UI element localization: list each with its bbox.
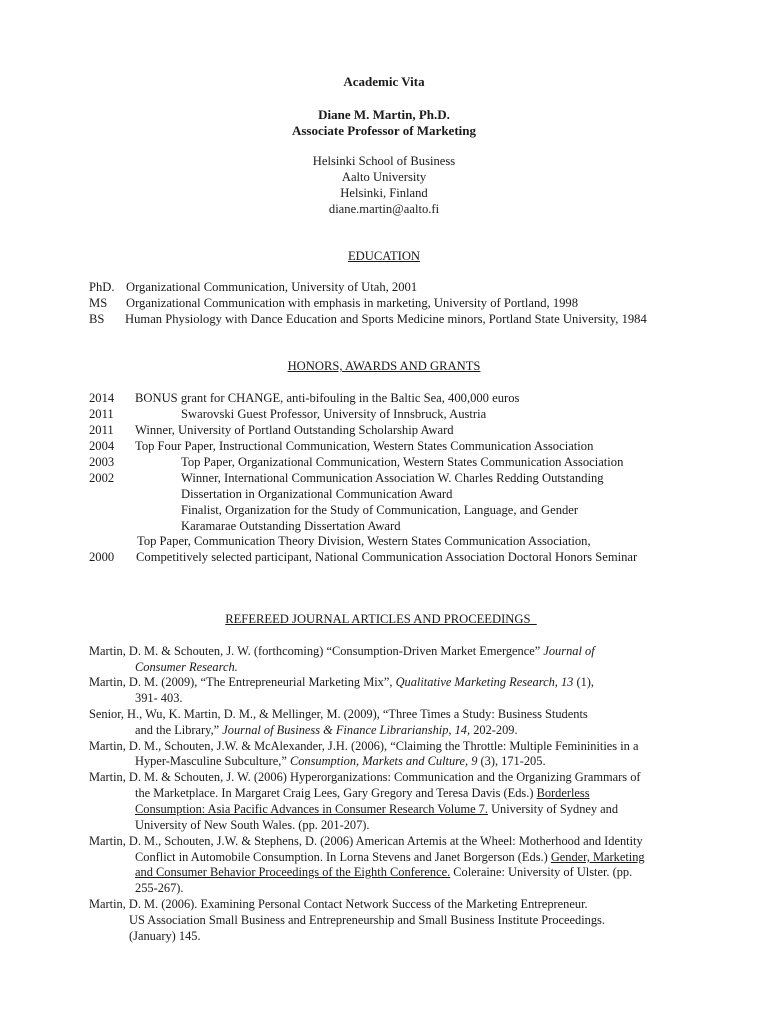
honor-item: Winner, International Communication Association W. Charles Redding Outstanding	[181, 471, 604, 485]
honor-item: Top Paper, Communication Theory Division, Western States Communication Association,	[137, 534, 591, 548]
publication-entry-cont: the Marketplace. In Margaret Craig Lees, Gary Gregory and Teresa Davis (Eds.) Borderless	[135, 786, 590, 800]
refereed-heading: REFEREED JOURNAL ARTICLES AND PROCEEDINGS	[225, 612, 531, 626]
honor-item: Finalist, Organization for the Study of Communication, Language, and Gender	[181, 503, 579, 517]
honor-item: Top Paper, Organizational Communication, Western States Communication Association	[181, 455, 624, 469]
education-degree: BS	[89, 312, 105, 326]
honor-item: Top Four Paper, Instructional Communication, Western States Communication Association	[135, 439, 594, 453]
honor-item: Competitively selected participant, National Communication Association Doctoral Honors Seminar	[136, 550, 638, 564]
publication-entry-cont: and the Library,” Journal of Business & Finance Librarianship, 14, 202-209.	[135, 723, 518, 737]
publication-entry: Martin, D. M. & Schouten, J. W. (2006) Hyperorganizations: Communication and the Organizing Grammars of	[89, 770, 641, 784]
honor-item: Karamarae Outstanding Dissertation Award	[181, 519, 401, 533]
publication-entry-cont: Hyper-Masculine Subculture,” Consumption, Markets and Culture, 9 (3), 171-205.	[135, 754, 546, 768]
publication-entry-cont: 391- 403.	[135, 691, 183, 705]
publication-entry: Martin, D. M. (2006). Examining Personal Contact Network Success of the Marketing Entrepreneur.	[89, 897, 588, 911]
honor-year: 2011	[89, 423, 114, 437]
honor-item: Swarovski Guest Professor, University of Innsbruck, Austria	[181, 407, 487, 421]
document-title: Academic Vita	[343, 74, 425, 89]
publication-entry: Martin, D. M. (2009), “The Entrepreneurial Marketing Mix”, Qualitative Marketing Research, 13 (1),	[89, 675, 595, 689]
publication-entry-cont: Consumer Research.	[135, 660, 238, 674]
honor-year: 2000	[89, 550, 115, 564]
honors-heading: HONORS, AWARDS AND GRANTS	[287, 359, 481, 373]
education-item: Organizational Communication, University of Utah, 2001	[126, 280, 418, 294]
publication-entry-cont: (January) 145.	[129, 929, 201, 943]
education-heading: EDUCATION	[347, 249, 421, 263]
publication-entry: Martin, D. M. & Schouten, J. W. (forthcoming) “Consumption-Driven Market Emergence” Journal of	[89, 644, 595, 658]
education-item: Organizational Communication with emphasis in marketing, University of Portland, 1998	[126, 296, 579, 310]
publication-entry-cont: Consumption: Asia Pacific Advances in Consumer Research Volume 7. University of Sydney and	[135, 802, 619, 816]
author-email: diane.martin@aalto.fi	[328, 202, 440, 216]
publication-entry: Martin, D. M., Schouten, J.W. & McAlexander, J.H. (2006), “Claiming the Throttle: Multiple Femininities in a	[89, 739, 639, 753]
publication-entry-cont: University of New South Wales. (pp. 201-207).	[135, 818, 370, 832]
affiliation-school: Helsinki School of Business	[312, 154, 456, 168]
publication-entry-cont: 255-267).	[135, 881, 184, 895]
publication-entry: Martin, D. M., Schouten, J.W. & Stephens, D. (2006) American Artemis at the Wheel: Motherhood and Identity	[89, 834, 643, 848]
publication-entry-cont: US Association Small Business and Entrepreneurship and Small Business Institute Proceedings.	[129, 913, 605, 927]
honor-year: 2011	[89, 407, 114, 421]
author-position: Associate Professor of Marketing	[291, 123, 476, 138]
affiliation-city: Helsinki, Finland	[340, 186, 428, 200]
publication-entry-cont: Conflict in Automobile Consumption. In Lorna Stevens and Janet Borgerson (Eds.) Gender, Marketing	[135, 850, 645, 864]
education-degree: PhD.	[89, 280, 115, 294]
honor-item: Winner, University of Portland Outstanding Scholarship Award	[135, 423, 454, 437]
publication-entry: Senior, H., Wu, K. Martin, D. M., & Mellinger, M. (2009), “Three Times a Study: Business Students	[89, 707, 588, 721]
education-item: Human Physiology with Dance Education and Sports Medicine minors, Portland State University, 1984	[125, 312, 647, 326]
education-degree: MS	[89, 296, 108, 310]
honor-item: BONUS grant for CHANGE, anti-bifouling in the Baltic Sea, 400,000 euros	[135, 391, 520, 405]
honor-year: 2002	[89, 471, 115, 485]
author-name: Diane M. Martin, Ph.D.	[318, 107, 450, 122]
publication-entry-cont: and Consumer Behavior Proceedings of the Eighth Conference. Coleraine: University of Ulster. (pp.	[135, 865, 633, 879]
honor-item: Dissertation in Organizational Communication Award	[181, 487, 453, 501]
affiliation-university: Aalto University	[341, 170, 427, 184]
honor-year: 2003	[89, 455, 115, 469]
honor-year: 2004	[89, 439, 115, 453]
honor-year: 2014	[89, 391, 115, 405]
